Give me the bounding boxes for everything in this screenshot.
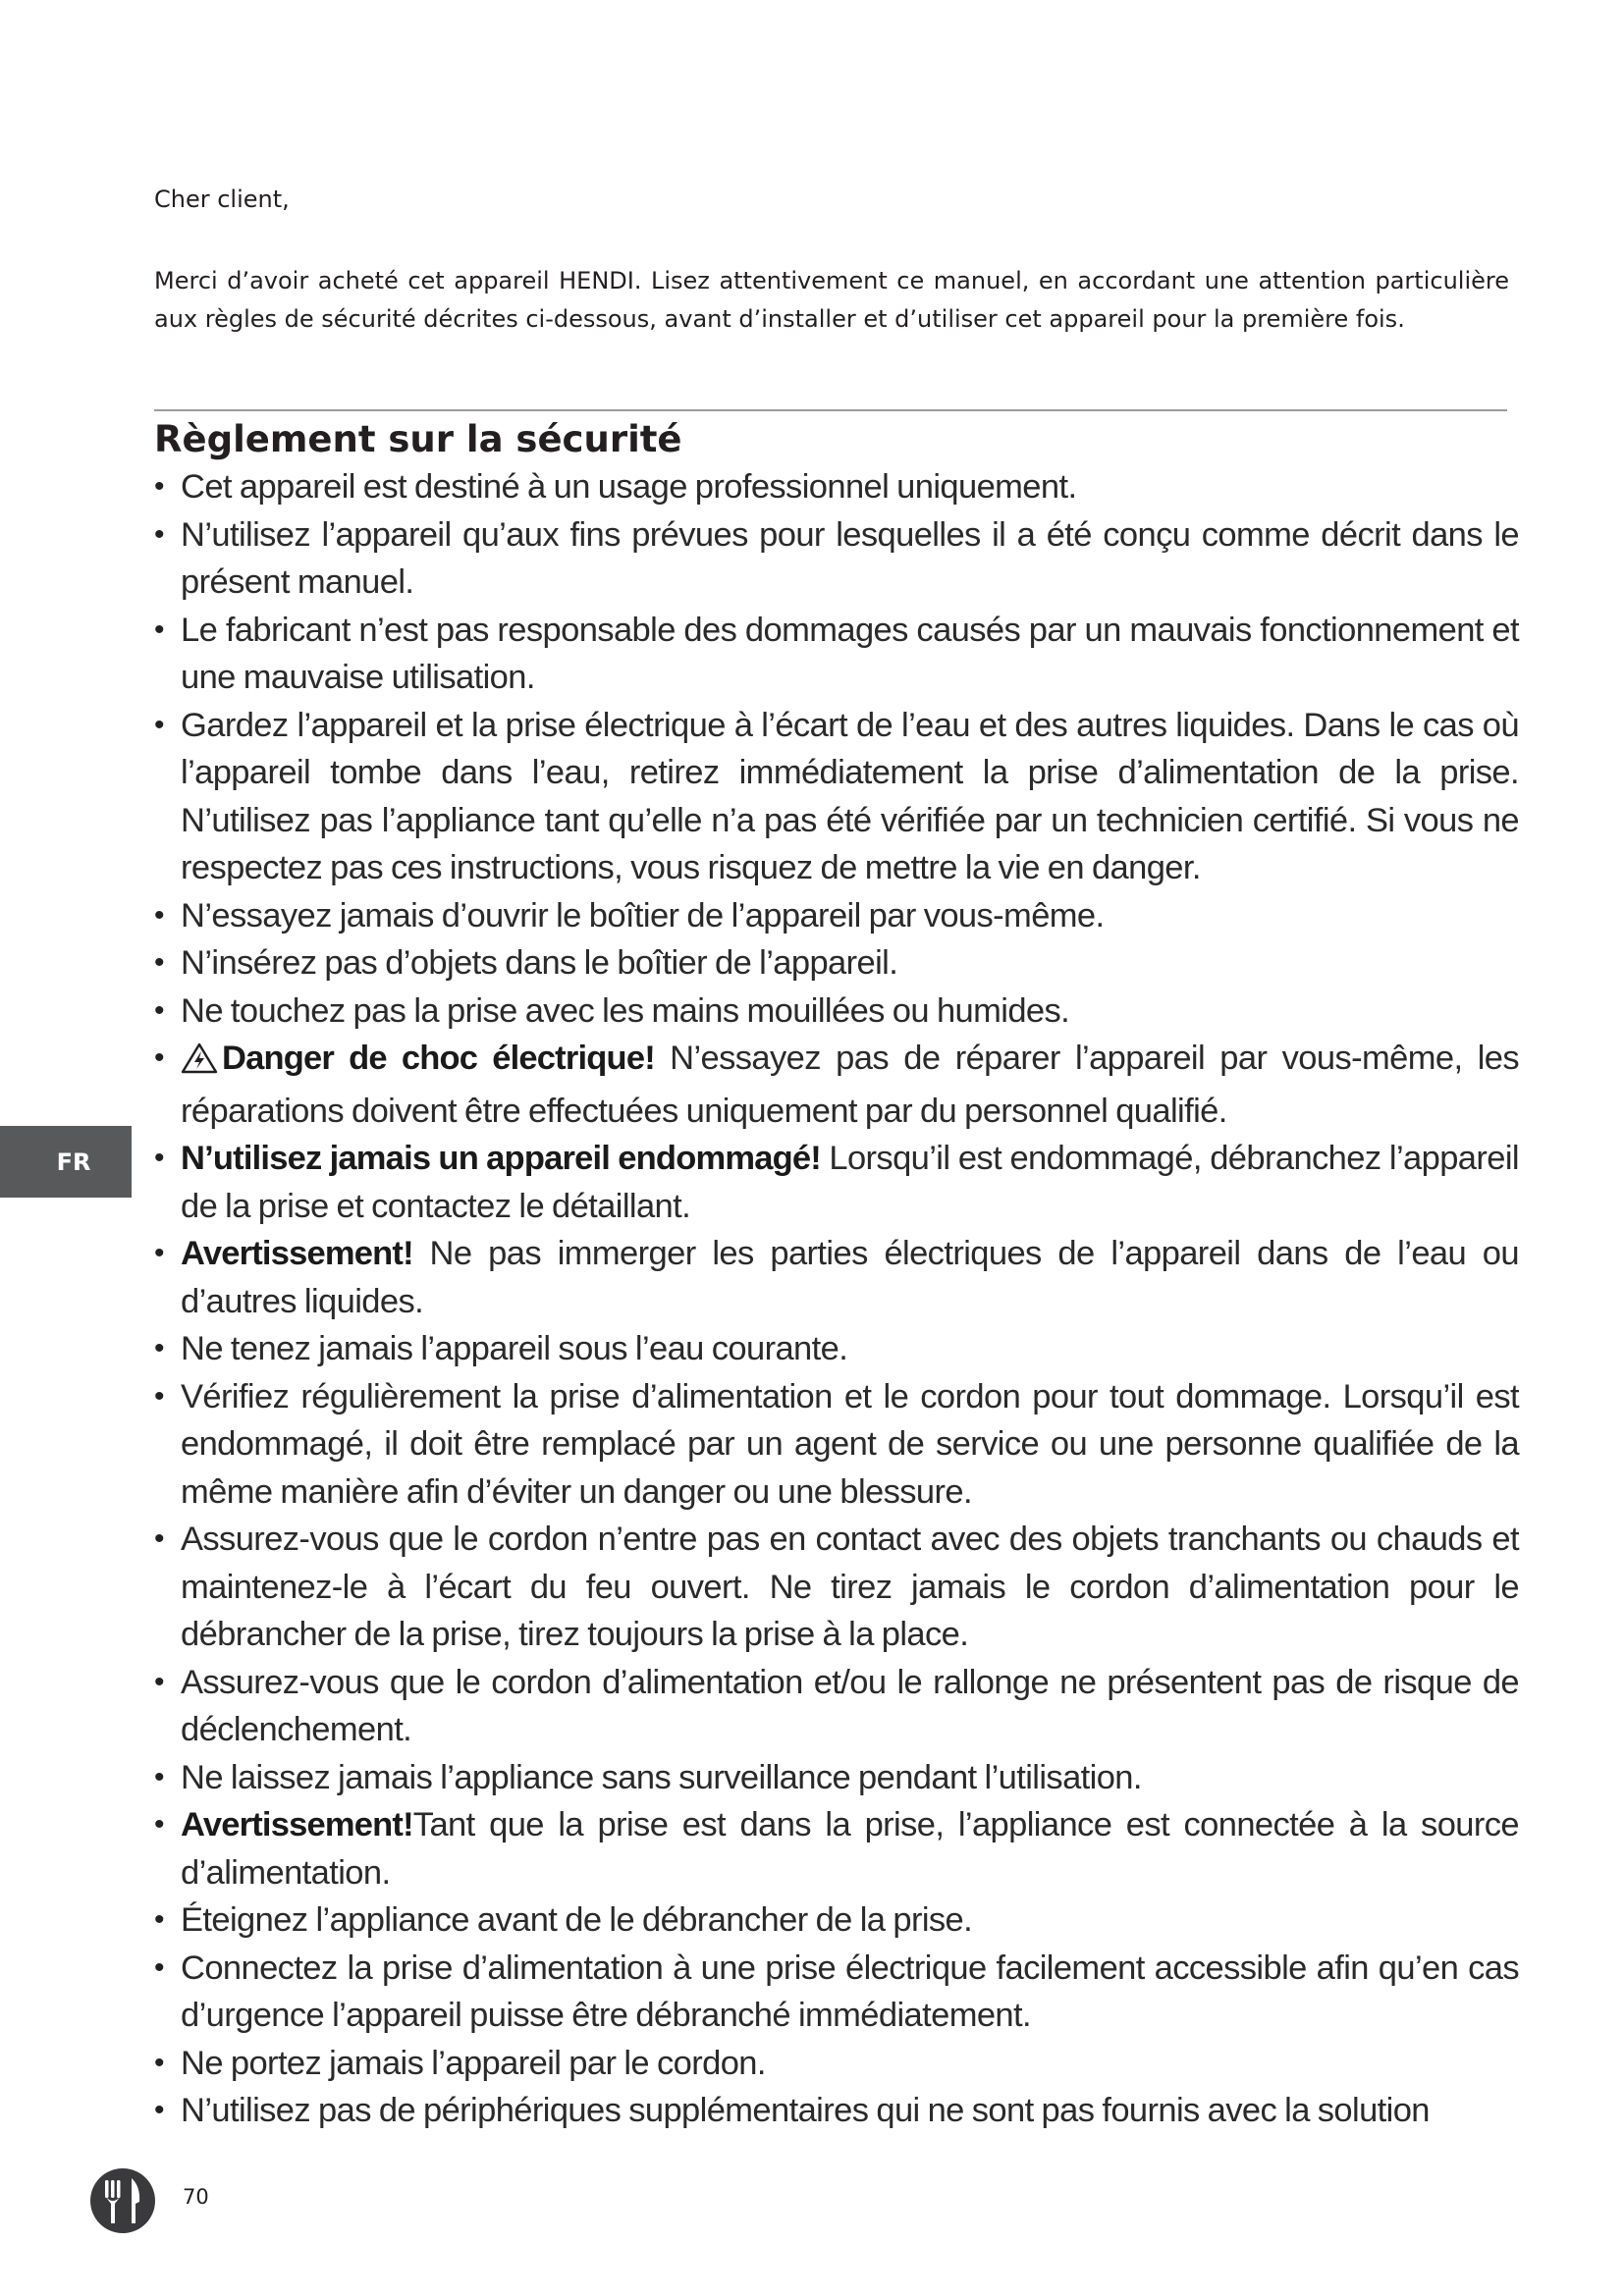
- bullet: •: [154, 1950, 164, 1984]
- list-item: [154, 702, 1519, 892]
- bullet: •: [154, 1808, 164, 1841]
- list-item: [154, 988, 1519, 1036]
- item-text: N’insérez pas d’objets dans le boîtier de l’appareil.: [181, 944, 898, 982]
- bullet: •: [154, 1142, 164, 1174]
- intro-paragraph: Merci d’avoir acheté cet appareil HENDI. Lisez attentivement ce manuel, en accordant une attention particulière aux règles de sécurité décrites ci-dessous, avant d’installer et d’utiliser cet appareil pour la première fois.: [154, 267, 1509, 333]
- list-item: [154, 607, 1519, 702]
- item-lead: Danger de choc électrique!: [222, 1040, 655, 1077]
- item-text: Tant que la prise est dans la prise, l’appliance est connectée à la source d’alimentation.: [181, 1806, 1519, 1892]
- bullet: •: [154, 1237, 164, 1269]
- bullet: •: [154, 1379, 164, 1413]
- bullet: •: [154, 1332, 164, 1364]
- item-text: Assurez-vous que le cordon d’alimentation et/ou le rallonge ne présentent pas de risque de déclenchement.: [181, 1663, 1519, 1748]
- list-item: [154, 1516, 1519, 1659]
- bullet: •: [154, 470, 164, 503]
- greeting: Cher client,: [154, 186, 290, 213]
- list-item: [154, 1035, 1519, 1135]
- item-text: Vérifiez régulièrement la prise d’alimentation et le cordon pour tout dommage. Lorsqu’il est endommagé, il doit être remplacé par un agent de service ou une personne qualifiée de la même manière afin d’éviter un danger ou une blessure.: [181, 1377, 1519, 1511]
- bullet: •: [154, 1760, 164, 1793]
- item-text: Ne portez jamais l’appareil par le cordon.: [181, 2044, 766, 2082]
- page-number: 70: [183, 2185, 209, 2209]
- bullet: •: [154, 993, 164, 1027]
- item-text: N’essayez jamais d’ouvrir le boîtier de l’appareil par vous-même.: [181, 896, 1105, 934]
- cutlery-logo-icon: [88, 2166, 157, 2240]
- list-item: [154, 1945, 1519, 2040]
- list-item: [154, 1659, 1519, 1754]
- bullet: •: [154, 1665, 164, 1698]
- electric-shock-warning-icon: [181, 1040, 218, 1088]
- list-item: [154, 1801, 1519, 1896]
- list-item: [154, 1373, 1519, 1517]
- item-text: Ne tenez jamais l’appareil sous l’eau courante.: [181, 1330, 848, 1367]
- bullet: •: [154, 613, 164, 646]
- bullet: •: [154, 1903, 164, 1936]
- item-text: Lorsqu’il est endommagé, débranchez l’appareil de la prise et contactez le détaillant.: [181, 1140, 1519, 1225]
- bullet: •: [154, 517, 164, 551]
- safety-rules-list: [154, 463, 1519, 2135]
- bullet: •: [154, 708, 164, 741]
- item-text: N’utilisez l’appareil qu’aux fins prévues pour lesquelles il a été conçu comme décrit dans le présent manuel.: [181, 515, 1519, 601]
- bullet: •: [154, 1041, 164, 1074]
- section-title: Règlement sur la sécurité: [154, 418, 682, 460]
- list-item: [154, 2087, 1519, 2135]
- bullet: •: [154, 946, 164, 979]
- item-text: Assurez-vous que le cordon n’entre pas en contact avec des objets tranchants ou chauds et maintenez-le à l’écart du feu ouvert. Ne tirez jamais le cordon d’alimentation pour le débrancher de la prise, tirez toujours la prise à la place.: [181, 1521, 1519, 1653]
- list-item: [154, 2040, 1519, 2088]
- item-text: Ne touchez pas la prise avec les mains mouillées ou humides.: [181, 991, 1070, 1030]
- item-text: N’essayez pas de réparer l’appareil par vous-même, les réparations doivent être effectuées uniquement par du personnel qualifié.: [181, 1040, 1519, 1130]
- item-text: Cet appareil est destiné à un usage professionnel uniquement.: [181, 468, 1077, 506]
- list-item: [154, 1896, 1519, 1945]
- item-lead: Avertissement!: [181, 1235, 413, 1272]
- item-text: Connectez la prise d’alimentation à une prise électrique facilement accessible afin qu’en cas d’urgence l’appareil puisse être débranché immédiatement.: [181, 1949, 1519, 2034]
- list-item: [154, 892, 1519, 940]
- list-item: [154, 1325, 1519, 1373]
- item-lead: Avertissement!: [181, 1806, 413, 1843]
- language-tab: [0, 1126, 132, 1198]
- bullet: •: [154, 898, 164, 932]
- language-tab-label: FR: [56, 1148, 91, 1176]
- item-text: Ne laissez jamais l’appliance sans surveillance pendant l’utilisation.: [181, 1758, 1142, 1796]
- list-item: [154, 1230, 1519, 1325]
- item-text: N’utilisez pas de périphériques supplémentaires qui ne sont pas fournis avec la solution: [181, 2092, 1430, 2129]
- item-lead: N’utilisez jamais un appareil endommagé!: [181, 1140, 821, 1177]
- item-text: Gardez l’appareil et la prise électrique à l’écart de l’eau et des autres liquides. Dans le cas où l’appareil tombe dans l’eau, retirez immédiatement la prise d’alimentation de la prise. N’utilisez pas l’appliance tant qu’elle n’a pas été vérifiée par un technicien certifié. Si vous ne respectez pas ces instructions, vous risquez de mettre la vie en danger.: [181, 706, 1519, 886]
- bullet: •: [154, 1522, 164, 1555]
- list-item: [154, 1754, 1519, 1802]
- bullet: •: [154, 2046, 164, 2079]
- item-text: Éteignez l’appliance avant de le débrancher de la prise.: [181, 1901, 973, 1939]
- list-item: [154, 1135, 1519, 1230]
- item-text: Le fabricant n’est pas responsable des dommages causés par un mauvais fonctionnement et une mauvaise utilisation.: [181, 611, 1519, 696]
- list-item: [154, 463, 1519, 511]
- list-item: [154, 939, 1519, 988]
- bullet: •: [154, 2094, 164, 2126]
- item-text: Ne pas immerger les parties électriques de l’appareil dans de l’eau ou d’autres liquides.: [181, 1235, 1519, 1320]
- list-item: [154, 511, 1519, 607]
